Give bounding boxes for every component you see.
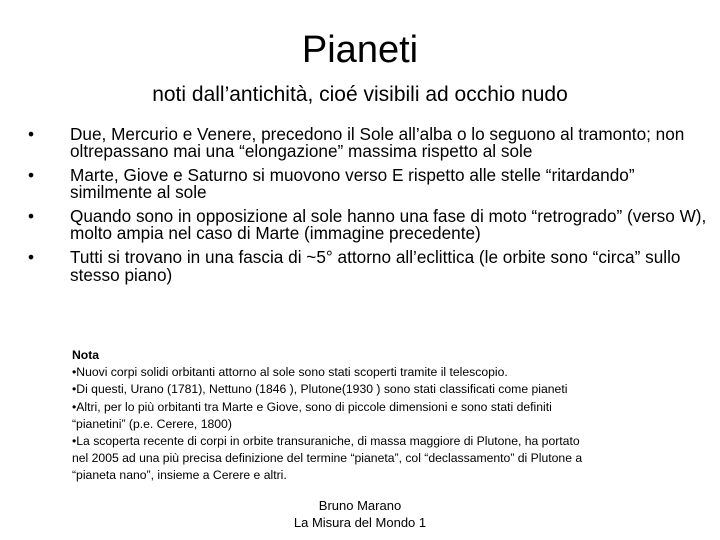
bullet-item	[22, 126, 712, 161]
bullet-list	[22, 126, 712, 290]
bullet-symbol: •	[28, 206, 35, 227]
note-line: •La scoperta recente di corpi in orbite transuraniche, di massa maggiore di Plutone, ha portato	[72, 434, 580, 449]
bullet-item	[22, 208, 712, 243]
note-title: Nota	[72, 348, 100, 362]
footer-course: La Misura del Mondo 1	[293, 515, 427, 530]
footer-author: Bruno Marano	[318, 498, 402, 513]
bullet-text: Marte, Giove e Saturno si muovono verso E rispetto alle stelle “ritardando” similmente al sole	[70, 165, 635, 203]
bullet-symbol: •	[28, 247, 35, 268]
bullet-symbol: •	[28, 165, 35, 186]
note-line: •Altri, per lo più orbitanti tra Marte e Giove, sono di piccole dimensioni e sono stati definiti	[72, 399, 552, 414]
slide-title: Pianeti	[301, 29, 419, 71]
slide-subtitle: noti dall’antichità, cioé visibili ad occhio nudo	[152, 83, 568, 106]
footer	[0, 497, 720, 531]
bullet-symbol: •	[28, 124, 35, 144]
note-line: •Nuovi corpi solidi orbitanti attorno al sole sono stati scoperti tramite il telescopio.	[72, 365, 508, 380]
note-line: “pianetini” (p.e. Cerere, 1800)	[72, 416, 232, 431]
bullet-text: Due, Mercurio e Venere, precedono il Sole all’alba o lo seguono al tramonto; non oltrepassano mai una “elongazione” massima rispetto al sole	[70, 124, 685, 162]
note-line: •Di questi, Urano (1781), Nettuno (1846 ), Plutone(1930 ) sono stati classificati come pianeti	[72, 382, 568, 397]
note-line: “pianeta nano”, insieme a Cerere e altri.	[72, 468, 287, 483]
bullet-item	[22, 167, 712, 202]
note-line: nel 2005 ad una più precisa definizione del termine “pianeta”, col “declassamento” di Plutone a	[72, 451, 583, 466]
note-section	[72, 347, 692, 485]
bullet-text: Tutti si trovano in una fascia di ~5° attorno all’eclittica (le orbite sono “circa” sullo stesso piano)	[70, 247, 681, 285]
bullet-item	[22, 249, 712, 284]
bullet-text: Quando sono in opposizione al sole hanno una fase di moto “retrogrado” (verso W), molto ampia nel caso di Marte (immagine precedente)	[70, 206, 707, 244]
